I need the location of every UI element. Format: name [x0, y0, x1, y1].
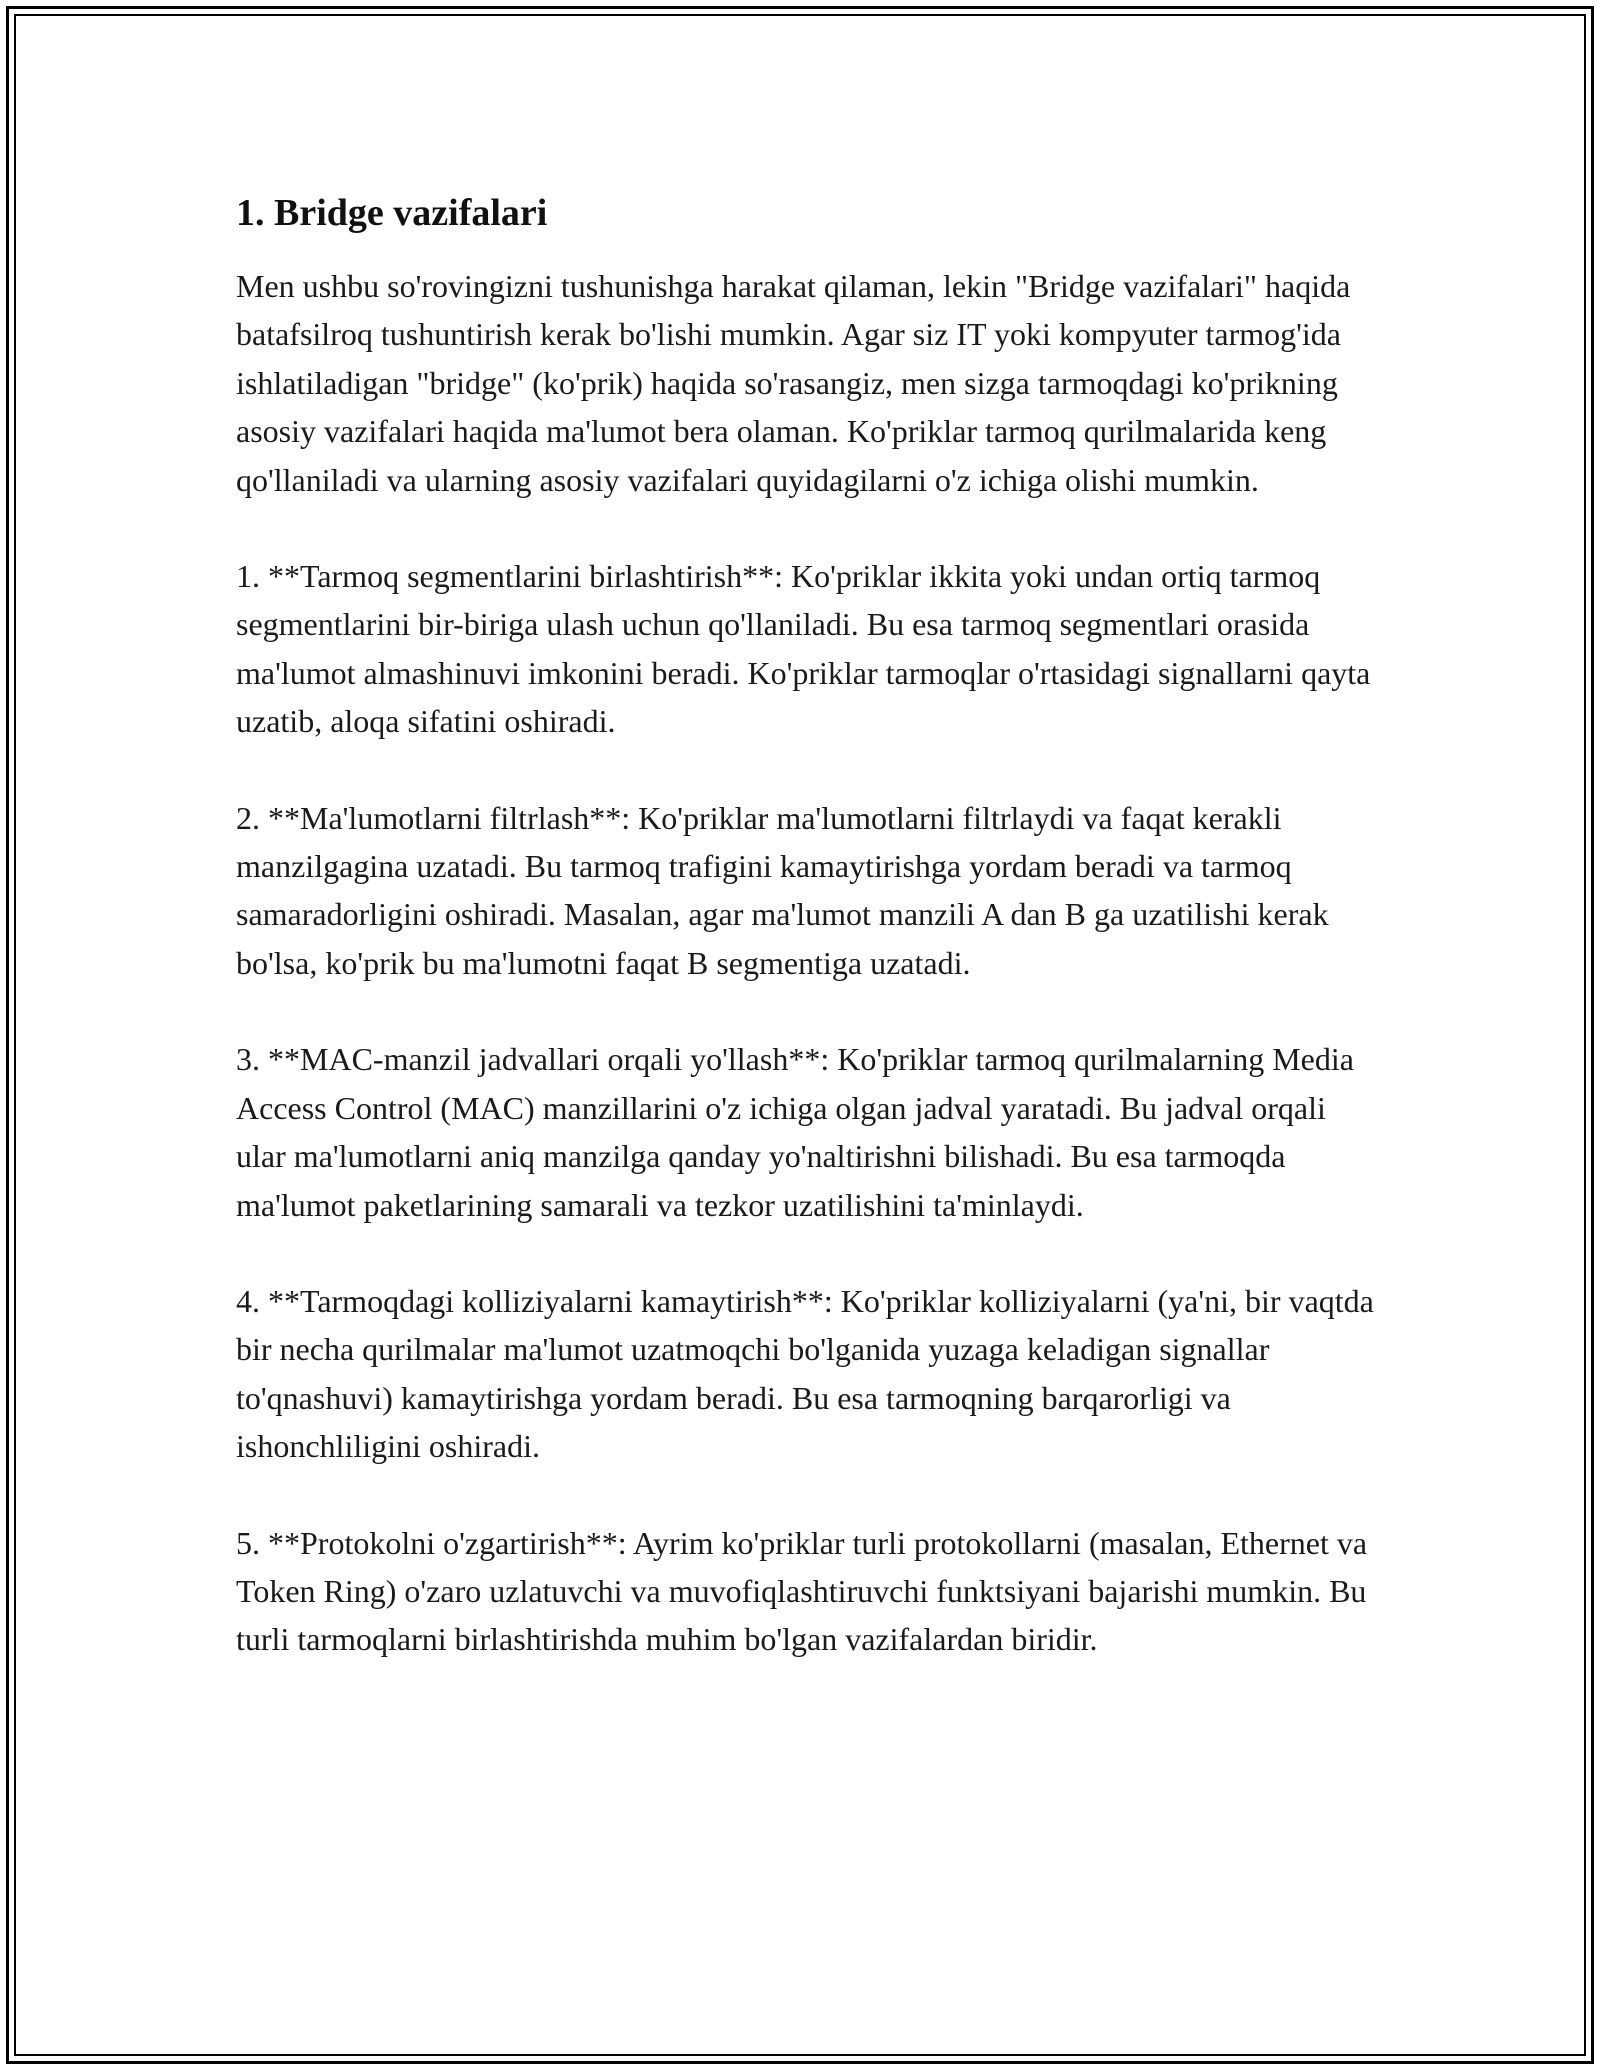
paragraph-item-1: 1. **Tarmoq segmentlarini birlashtirish**: Ko'priklar ikkita yoki undan ortiq tarmoq segmentlarini bir-biriga ulash uchun qo'llaniladi. Bu esa tarmoq segmentlari orasida ma'lumot almashinuvi imkonini beradi. Ko'priklar tarmoqlar o'rtasidagi signallarni qayta uzatib, aloqa sifatini oshiradi. [236, 558, 1371, 740]
document-title: 1. Bridge vazifalari [236, 192, 548, 234]
document-body [236, 186, 1376, 1712]
paragraph-item-2: 2. **Ma'lumotlarni filtrlash**: Ko'priklar ma'lumotlarni filtrlaydi va faqat kerakli manzilgagina uzatadi. Bu tarmoq trafigini kamaytirishga yordam beradi va tarmoq samaradorligini oshiradi. Masalan, agar ma'lumot manzili A dan B ga uzatilishi kerak bo'lsa, ko'prik bu ma'lumotni faqat B segmentiga uzatadi. [236, 799, 1329, 981]
paragraph-item-4: 4. **Tarmoqdagi kolliziyalarni kamaytirish**: Ko'priklar kolliziyalarni (ya'ni, bir vaqtda bir necha qurilmalar ma'lumot uzatmoqchi bo'lganida yuzaga keladigan signallar to'qnashuvi) kamaytirishga yordam beradi. Bu esa tarmoqning barqarorligi va ishonchliligini oshiradi. [236, 1282, 1374, 1465]
paragraph-item-5: 5. **Protokolni o'zgartirish**: Ayrim ko'priklar turli protokollarni (masalan, Ethernet va Token Ring) o'zaro uzlatuvchi va muvofiqlashtiruvchi funktsiyani bajarishi mumkin. Bu turli tarmoqlarni birlashtirishda muhim bo'lgan vazifalardan biridir. [236, 1524, 1368, 1658]
paragraph-item-3: 3. **MAC-manzil jadvallari orqali yo'llash**: Ko'priklar tarmoq qurilmalarning Media Access Control (MAC) manzillarini o'z ichiga olgan jadval yaratadi. Bu jadval orqali ular ma'lumotlarni aniq manzilga qanday yo'naltirishni bilishadi. Bu esa tarmoqda ma'lumot paketlarining samarali va tezkor uzatilishini ta'minlaydi. [236, 1041, 1354, 1223]
paragraph-intro: Men ushbu so'rovingizni tushunishga harakat qilaman, lekin "Bridge vazifalari" haqida batafsilroq tushuntirish kerak bo'lishi mumkin. Agar siz IT yoki kompyuter tarmog'ida ishlatiladigan "bridge" (ko'prik) haqida so'rasangiz, men sizga tarmoqdagi ko'prikning asosiy vazifalari haqida ma'lumot bera olaman. Ko'priklar tarmoq qurilmalarida keng qo'llaniladi va ularning asosiy vazifalari quyidagilarni o'z ichiga olishi mumkin. [236, 268, 1351, 498]
